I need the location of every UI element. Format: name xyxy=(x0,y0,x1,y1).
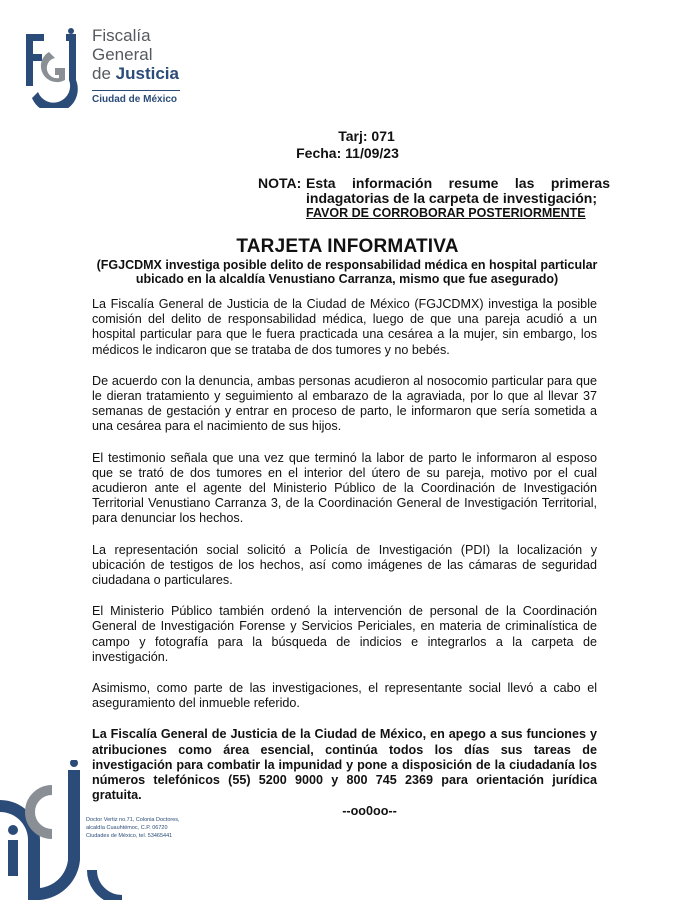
document-body xyxy=(92,297,597,820)
logo-line-1: Fiscalía xyxy=(92,26,151,45)
note-label: NOTA: xyxy=(258,175,302,191)
logo-line-3 xyxy=(92,64,179,83)
paragraph: Asimismo, como parte de las investigaciones, el representante social llevó a cabo el aseguramiento del inmueble referido. xyxy=(92,681,597,711)
card-number: Tarj: 071 xyxy=(338,128,395,144)
paragraph: La Fiscalía General de Justicia de la Ciudad de México (FGJCDMX) investiga la posible comisión del delito de responsabilidad médica, luego de que una pareja acudió a un hospital particular para que le fuera practicada una cesárea a la mujer, sin embargo, los médicos le indicaron que se trataba de dos tumores y no bebés. xyxy=(92,297,597,357)
address-line: Ciudades de México, tel. 53465441 xyxy=(86,833,173,839)
paragraph: El testimonio señala que una vez que terminó la labor de parto le informaron al esposo que se trató de dos tumores en el interior del útero de su pareja, motivo por el cual acudieron ante el agente del Ministerio Público de la Coordinación de Investigación Territorial Venustiano Carranza 3, de la Coordinación General de Investigación Territorial, para denunciar los hechos. xyxy=(92,450,597,526)
paragraph: El Ministerio Público también ordenó la intervención de personal de la Coordinación General de Investigación Forense y Servicios Periciales, en materia de criminalística de campo y fotografía para la búsqueda de indicios e integrarlos a la carpeta de investigación. xyxy=(92,604,597,664)
logo-subtitle: Ciudad de México xyxy=(92,90,180,105)
closing-paragraph: La Fiscalía General de Justicia de la Ciudad de México, en apego a sus funciones y atribuciones como área esencial, continúa todos los días sus tareas de investigación para combatir la impunidad y pone a disposición de la ciudadanía los números telefónicos (55) 5200 9000 y 800 745 2369 para orientación jurídica gratuita. xyxy=(92,727,597,803)
note-block xyxy=(258,176,610,221)
closing-mark: --oo0oo-- xyxy=(342,804,397,819)
fgj-logo xyxy=(22,20,192,110)
document-title: TARJETA INFORMATIVA xyxy=(236,236,459,257)
document-subtitle: (FGJCDMX investiga posible delito de responsabilidad médica en hospital particular ubicado en la alcaldía Venustiano Carranza, mismo que fue asegurado) xyxy=(96,258,598,286)
logo-line-3-prefix: de xyxy=(92,64,111,83)
fgj-emblem-icon xyxy=(22,28,84,108)
card-date: Fecha: 11/09/23 xyxy=(296,145,399,161)
address-line: alcaldía Cuauhtémoc, C.P. 06720 xyxy=(86,825,168,831)
paragraph: La representación social solicitó a Policía de Investigación (PDI) la localización y ubicación de testigos de los hechos, así como imágenes de las cámaras de seguridad ciudadana o particulares. xyxy=(92,542,597,588)
address-line: Doctor Vertiz no.71, Colonia Doctores, xyxy=(86,817,180,823)
logo-wordmark xyxy=(92,26,179,83)
logo-line-2: General xyxy=(92,45,153,64)
logo-line-3-bold: Justicia xyxy=(115,64,179,83)
footer-address xyxy=(86,816,206,840)
note-warning: FAVOR DE CORROBORAR POSTERIORMENTE xyxy=(306,206,586,220)
paragraph: De acuerdo con la denuncia, ambas personas acudieron al nosocomio particular para que le dieran tratamiento y seguimiento al embarazo de la agraviada, por lo que al llevar 37 semanas de gestación y entrar en proceso de parto, le informaron que sería sometida a una cesárea para el nacimiento de sus hijos. xyxy=(92,373,597,434)
note-text: Esta información resume las primeras indagatorias de la carpeta de investigación; xyxy=(306,175,610,206)
